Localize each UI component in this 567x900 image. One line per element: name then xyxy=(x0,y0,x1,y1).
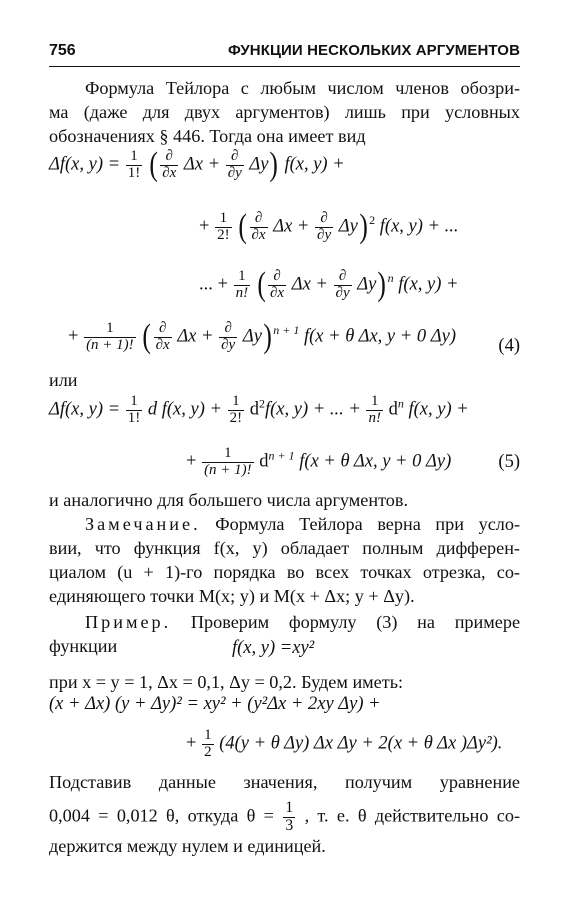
expansion-line-2: + $\frac{1}{2}$ (4(y + θ Δy) Δx Δy + 2(x + θ Δx )Δy²). xyxy=(186,727,503,760)
paragraph-intro xyxy=(49,76,520,148)
running-title: ФУНКЦИИ НЕСКОЛЬКИХ АРГУМЕНТОВ xyxy=(228,42,520,59)
formula-5-line-1: Δf(x, y) = $\frac{1}{1!}$ d f(x, y) + $\frac{1}{2!}$ $d^2f(x$, y) + ... + $\frac{1}{n!}$ $d^n$ f(x, y) + xyxy=(49,393,469,426)
page-header xyxy=(49,42,520,64)
formula-4-line-2: + $\frac{1}{2!}$ ( $\frac{\partial}{\partial x}$ Δx + $\frac{\partial}{\partial y}$ Δy)$^2$ f(x, y) + ... xyxy=(199,208,459,245)
header-rule xyxy=(49,66,520,67)
example-function: f(x, y) =xy² xyxy=(232,638,315,658)
fraction: $\frac{1}{n!}$ xyxy=(368,393,381,426)
fraction: $\frac{1}{3}$ xyxy=(285,799,294,834)
equation-label-4: (4) xyxy=(498,336,520,356)
formula-4-line-3: ... + $\frac{1}{n!}$ ( $\frac{\partial}{\partial x}$ Δx + $\frac{\partial}{\partial y}$ Δy)$^n$ f(x, y) + xyxy=(199,266,459,303)
text-line: Формула Тейлора с любым числом членов обозри- xyxy=(85,78,520,98)
fraction: $\frac{1}{1!}$ xyxy=(127,393,141,426)
page-number: 756 xyxy=(49,42,76,59)
example-heading: Пример. xyxy=(85,612,172,632)
formula-4-line-4: + $\frac{1}{(n + 1)!}$ ( $\frac{\partial}{\partial x}$ Δx + $\frac{\partial}{\partial y}$ Δy)$^{n + 1}$ f(x + θ Δx, y + 0 Δy) xyxy=(68,318,456,355)
paragraph-final-line-2: 0,004 = 0,012 θ, откуда θ = $\frac{1}{3}$ , т. е. θ действительно со- xyxy=(49,799,521,834)
expansion-line-1: (x + Δx) (y + Δy)² = xy² + (y²Δx + 2xy Δy) + xyxy=(49,694,381,714)
paragraph-analog: и аналогично для большего числа аргументов. xyxy=(49,490,409,510)
text-line: обозначениях § 446. Тогда она имеет вид xyxy=(49,126,366,146)
paragraph-final: Подставив данные значения, получим уравнение xyxy=(49,772,520,792)
fraction: $\frac{1}{(n + 1)!}$ xyxy=(204,445,252,478)
paragraph-condition: при x = y = 1, Δx = 0,1, Δy = 0,2. Будем иметь: xyxy=(49,672,404,692)
formula-5-line-2: + $\frac{1}{(n + 1)!}$ $d^{n + 1}$ f(x + θ Δx, y + 0 Δy) xyxy=(186,445,452,478)
text-line: ма (даже для двух аргументов) лишь при условных xyxy=(49,102,520,122)
fraction: $\frac{1}{1!}$ xyxy=(127,147,141,181)
fraction: $\frac{\partial}{\partial x}$ xyxy=(162,147,177,181)
word-or: или xyxy=(49,370,78,390)
fraction: $\frac{1}{2!}$ xyxy=(217,209,230,243)
fraction: $\frac{\partial}{\partial y}$ xyxy=(227,147,242,181)
formula-4-line-1: Δf(x, y) = $\frac{1}{1!}$ ( $\frac{\partial}{\partial x}$ Δx + $\frac{\partial}{\partial y}$ Δy) f(x, y) + xyxy=(49,146,345,183)
paragraph-example: Пример. Проверим формулу (3) на примере функции xyxy=(49,612,521,656)
fraction: $\frac{1}{2!}$ xyxy=(229,393,243,426)
fraction: $\frac{1}{(n + 1)!}$ xyxy=(86,319,134,353)
paragraph-remark: Замечание. Формула Тейлора верна при усло- вии, что функция f(x, y) обладает полным дифферен- циалом (u + 1)-го порядка во всех точках отрезка, со- единяющего точки M(x; y) и M(x + Δx; y + Δy). xyxy=(49,514,520,606)
fraction: $\frac{1}{n!}$ xyxy=(235,267,249,301)
remark-heading: Замечание. xyxy=(85,514,201,534)
formula-lhs: Δf(x, y) = xyxy=(49,154,121,175)
fraction: $\frac{1}{2}$ xyxy=(204,727,212,760)
paragraph-final-line-3: держится между нулем и единицей. xyxy=(49,836,326,856)
equation-label-5: (5) xyxy=(498,452,520,472)
